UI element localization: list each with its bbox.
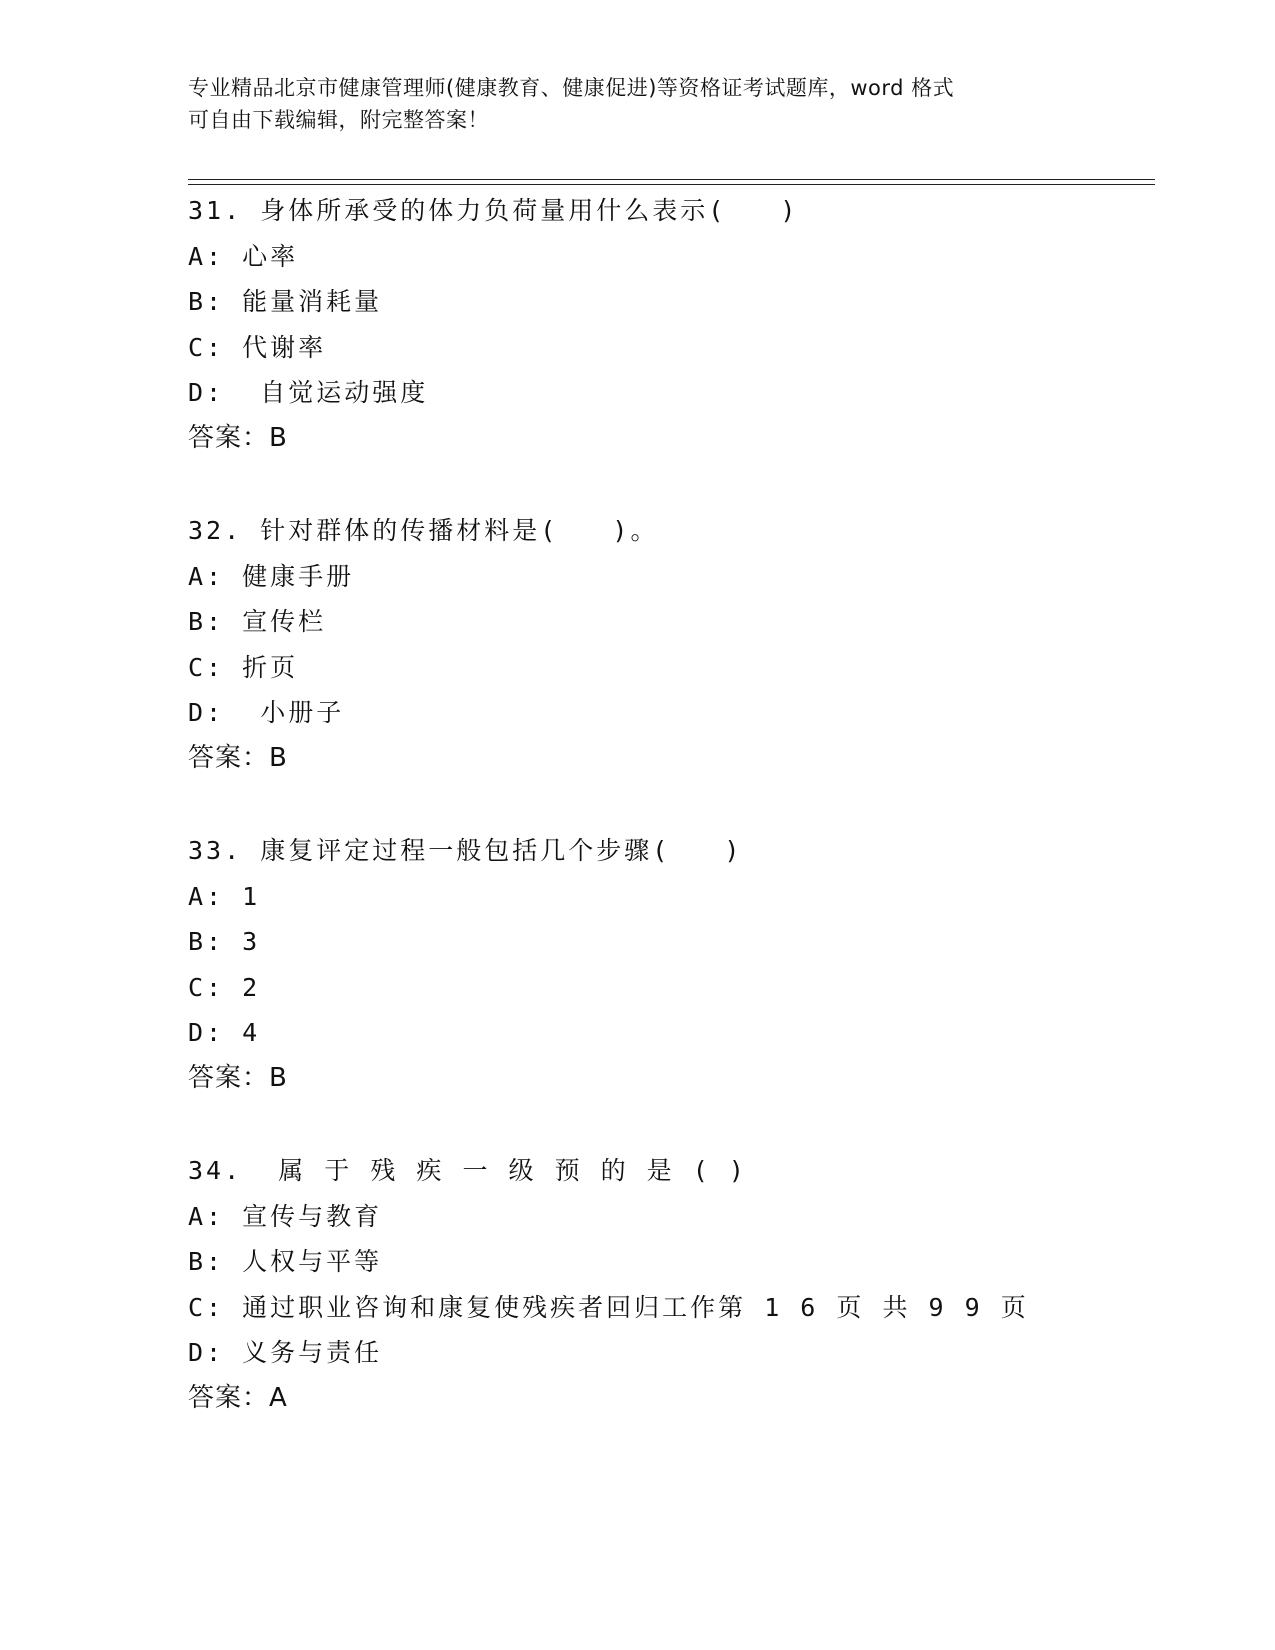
option-b: B: 宣传栏 — [188, 607, 327, 636]
option-d: D: 义务与责任 — [188, 1338, 383, 1367]
question-33 — [188, 828, 1148, 1101]
question-title: 34. 属 于 残 疾 一 级 预 的 是 ( ) — [188, 1156, 747, 1185]
answer: 答案：B — [188, 422, 288, 453]
option-c: C: 代谢率 — [188, 332, 327, 362]
option-d: D: 小册子 — [188, 698, 345, 727]
option-a: A: 健康手册 — [188, 561, 355, 591]
option-c: C: 2 — [188, 972, 261, 1002]
option-a: A: 1 — [188, 881, 261, 911]
option-d: D: 4 — [188, 1018, 261, 1047]
option-a: A: 宣传与教育 — [188, 1201, 383, 1231]
question-34 — [188, 1148, 1148, 1421]
document-header — [188, 72, 1088, 136]
option-c: C: 通过职业咨询和康复使残疾者回归工作第 1 6 页 共 9 9 页 — [188, 1292, 1029, 1322]
option-b: B: 人权与平等 — [188, 1247, 383, 1276]
question-title: 33. 康复评定过程一般包括几个步骤( ) — [188, 836, 743, 865]
question-32 — [188, 508, 1148, 781]
option-a: A: 心率 — [188, 241, 299, 271]
header-divider-bottom — [188, 184, 1155, 185]
option-c: C: 折页 — [188, 652, 299, 682]
question-title: 31. 身体所承受的体力负荷量用什么表示( ) — [188, 196, 799, 225]
option-b: B: 3 — [188, 927, 261, 956]
header-divider-top — [188, 179, 1155, 180]
question-title: 32. 针对群体的传播材料是( )。 — [188, 516, 659, 545]
option-d: D: 自觉运动强度 — [188, 378, 429, 407]
option-b: B: 能量消耗量 — [188, 287, 383, 316]
header-line-1: 专业精品北京市健康管理师(健康教育、健康促进)等资格证考试题库，word 格式 — [188, 76, 955, 100]
answer: 答案：B — [188, 742, 288, 773]
answer: 答案：A — [188, 1382, 288, 1413]
question-31 — [188, 188, 1148, 461]
header-line-2: 可自由下载编辑，附完整答案！ — [188, 108, 489, 132]
answer: 答案：B — [188, 1062, 288, 1093]
